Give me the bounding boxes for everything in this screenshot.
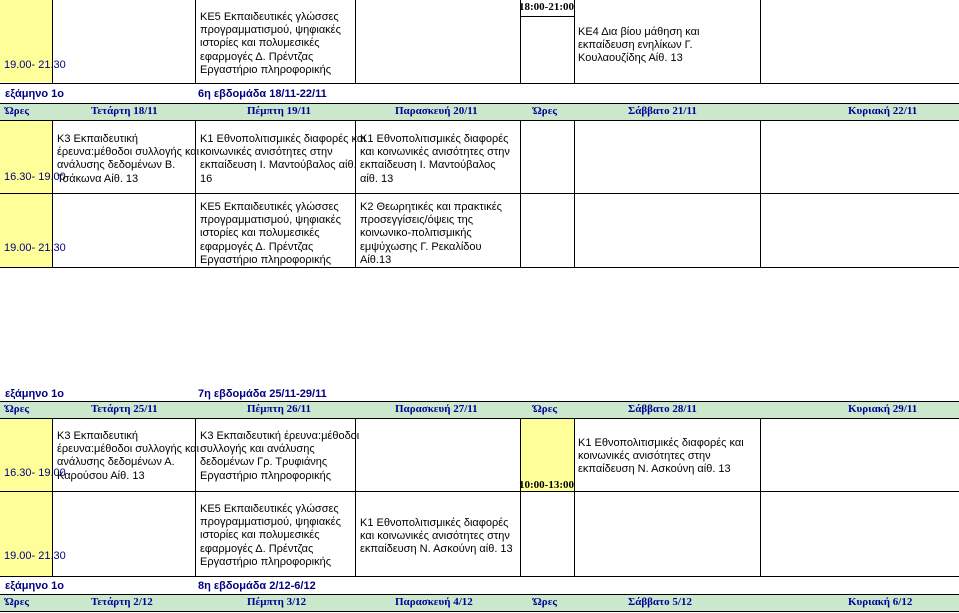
grid-line [195,0,196,84]
week-label: 6η εβδομάδα 18/11-22/11 [198,88,327,100]
header-thursday: Πέμπτη 26/11 [247,403,312,415]
time-range: 10:00-13:00 [519,479,574,491]
course-cell: Κ1 Εθνοπολιτισμικές διαφορές και κοινωνικές ανισότητες στην εκπαίδευση Ν. Ασκούνη αίθ. 13 [578,437,744,476]
grid-line [520,419,521,576]
time-range: 18:00-21:00 [519,1,574,13]
header-saturday: Σάββατο 28/11 [628,403,697,415]
header-hours: Ώρες [5,596,30,608]
header-thursday: Πέμπτη 3/12 [247,596,307,608]
grid-line [0,193,959,194]
header-saturday: Σάββατο 5/12 [628,596,692,608]
header-hours: Ώρες [5,105,30,117]
header-sunday: Κυριακή 29/11 [848,403,918,415]
grid-line [0,83,959,84]
grid-line [520,16,574,17]
week8-header-row [0,594,959,612]
course-cell: Κ2 Θεωρητικές και πρακτικές προσεγγίσεις/όψεις της κοινωνικο-πολιτισμικής εμψύχωσης Γ. Ρεκαλίδου Αίθ.13 [360,201,502,266]
header-hours-2: Ώρες [533,596,558,608]
header-saturday: Σάββατο 21/11 [628,105,697,117]
grid-line [760,0,761,84]
grid-line [520,121,521,268]
course-cell-ke5: ΚΕ5 Εκπαιδευτικές γλώσσες προγραμματισμού, ψηφιακές ιστορίες και πολυμεσικές εφαρμογές Δ. Πρέντζας Εργαστήριο πληροφορικής [200,11,341,76]
header-friday: Παρασκευή 4/12 [395,596,473,608]
week6-header-row [0,103,959,121]
course-cell: Κ3 Εκπαιδευτική έρευνα:μέθοδοι συλλογής και ανάλυσης δεδομένων Β. Τσάκωνα Αίθ. 13 [57,133,200,185]
time-slot: 16.30- 19.00 [4,171,66,183]
course-cell: Κ1 Εθνοπολιτισμικές διαφορές και κοινωνικές ανισότητες στην εκπαίδευση Ι. Μαντούβαλος αίθ. 16 [200,133,366,185]
header-hours-2: Ώρες [533,403,558,415]
header-wednesday: Τετάρτη 25/11 [91,403,158,415]
course-cell: Κ3 Εκπαιδευτική έρευνα:μέθοδοι συλλογής και ανάλυσης δεδομένων Γρ. Τρυφιάνης Εργαστήριο πληροφορικής [200,430,360,482]
time-slot: 19.00- 21.30 [4,59,66,71]
course-cell: Κ3 Εκπαιδευτική έρευνα:μέθοδοι συλλογής και ανάλυσης δεδομένων Α. Καρούσου Αίθ. 13 [57,430,200,482]
week-label: 8η εβδομάδα 2/12-6/12 [198,580,316,592]
course-cell: Κ1 Εθνοπολιτισμικές διαφορές και κοινωνικές ανισότητες στην εκπαίδευση Ι. Μαντούβαλος αίθ. 13 [360,133,510,185]
semester-label: εξάμηνο 1ο [5,580,64,592]
grid-line [355,0,356,84]
grid-line [0,267,959,268]
header-wednesday: Τετάρτη 2/12 [91,596,153,608]
course-cell: ΚΕ5 Εκπαιδευτικές γλώσσες προγραμματισμού, ψηφιακές ιστορίες και πολυμεσικές εφαρμογές Δ. Πρέντζας Εργαστήριο πληροφορικής [200,503,341,568]
course-cell: Κ1 Εθνοπολιτισμικές διαφορές και κοινωνικές ανισότητες στην εκπαίδευση Ν. Ασκούνη αίθ. 13 [360,517,513,556]
header-friday: Παρασκευή 27/11 [395,403,478,415]
header-thursday: Πέμπτη 19/11 [247,105,312,117]
header-hours-2: Ώρες [533,105,558,117]
header-sunday: Κυριακή 22/11 [848,105,918,117]
time-slot: 16.30- 19.00 [4,467,66,479]
header-friday: Παρασκευή 20/11 [395,105,478,117]
week7-header-row [0,401,959,419]
grid-line [574,121,575,268]
header-hours: Ώρες [5,403,30,415]
grid-line [574,419,575,576]
grid-line [0,491,959,492]
grid-line [574,0,575,84]
time-slot: 19.00- 21.30 [4,550,66,562]
time-slot: 19.00- 21.30 [4,242,66,254]
header-wednesday: Τετάρτη 18/11 [91,105,158,117]
grid-line [760,419,761,576]
week-label: 7η εβδομάδα 25/11-29/11 [198,388,327,400]
grid-line [0,576,959,577]
semester-label: εξάμηνο 1ο [5,388,64,400]
course-cell: ΚΕ5 Εκπαιδευτικές γλώσσες προγραμματισμού, ψηφιακές ιστορίες και πολυμεσικές εφαρμογές Δ. Πρέντζας Εργαστήριο πληροφορικής [200,201,341,266]
header-sunday: Κυριακή 6/12 [848,596,913,608]
semester-label: εξάμηνο 1ο [5,88,64,100]
course-cell-ke4: ΚΕ4 Δια βίου μάθηση και εκπαίδευση ενηλίκων Γ. Κουλαουζίδης Αίθ. 13 [578,26,700,65]
grid-line [760,121,761,268]
